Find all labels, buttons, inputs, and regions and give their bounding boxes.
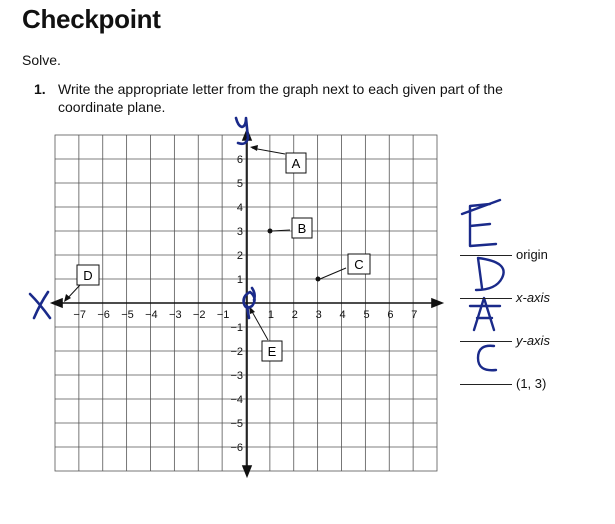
answer-row	[460, 345, 610, 391]
x-tick-label: −4	[145, 309, 158, 321]
x-tick-label: 4	[339, 309, 346, 321]
handwriting-marks	[30, 118, 255, 318]
answer-blank[interactable]	[460, 255, 512, 256]
answer-blank[interactable]	[460, 341, 512, 342]
answer-label: x-axis	[516, 290, 550, 305]
y-tick-labels	[230, 154, 243, 454]
answer-label: origin	[516, 247, 548, 262]
answer-list	[460, 200, 610, 390]
question-number: 1.	[34, 81, 46, 97]
page-title: Checkpoint	[22, 4, 161, 34]
answer-blank[interactable]	[460, 298, 512, 299]
label-A: A	[291, 156, 301, 171]
answer-row	[460, 216, 610, 262]
x-tick-label: 7	[411, 309, 418, 321]
label-B-callout	[268, 218, 313, 238]
y-tick-label: 1	[236, 274, 243, 286]
x-tick-label: −6	[97, 309, 110, 321]
label-D-callout	[64, 265, 99, 302]
y-tick-label: −5	[230, 418, 243, 430]
y-tick-label: 3	[236, 226, 243, 238]
point-C	[316, 277, 321, 282]
instruction-text: Solve.	[22, 52, 61, 68]
x-tick-label: −1	[216, 309, 230, 321]
y-tick-label: −3	[230, 370, 243, 382]
handwritten-y	[236, 118, 248, 144]
x-tick-label: 5	[363, 309, 370, 321]
label-C: C	[354, 257, 364, 272]
y-tick-label: 2	[236, 250, 243, 262]
label-B: B	[297, 221, 307, 236]
x-axis-left-arrow	[52, 299, 62, 307]
y-axis-bottom-arrow	[243, 466, 251, 476]
answer-label: (1, 3)	[516, 376, 547, 391]
y-tick-label: −4	[230, 394, 243, 406]
label-C-callout	[316, 254, 371, 282]
handwritten-x	[30, 292, 50, 318]
x-tick-label: −5	[121, 309, 134, 321]
y-tick-label: 4	[236, 202, 243, 214]
x-tick-labels	[73, 309, 417, 321]
y-tick-label: −6	[230, 442, 243, 454]
x-tick-label: −3	[169, 309, 182, 321]
y-tick-label: 5	[236, 178, 243, 190]
x-tick-label: 1	[267, 309, 274, 321]
label-E-callout	[249, 306, 282, 361]
x-tick-label: 3	[315, 309, 322, 321]
x-tick-label: −2	[192, 309, 206, 321]
answer-label: y-axis	[516, 333, 550, 348]
x-tick-label: 2	[291, 309, 298, 321]
label-D: D	[83, 268, 93, 283]
y-tick-label: −2	[230, 346, 243, 358]
x-axis-right-arrow	[432, 299, 442, 307]
x-tick-label: −7	[73, 309, 86, 321]
x-tick-label: 6	[387, 309, 394, 321]
answer-row	[460, 302, 610, 348]
answer-blank[interactable]	[460, 384, 512, 385]
label-E: E	[267, 344, 277, 359]
question-text: Write the appropriate letter from the graph next to each given part of the coordinate plane.	[58, 81, 503, 115]
y-tick-label: 6	[236, 154, 243, 166]
answer-row	[460, 259, 610, 305]
point-B	[268, 229, 273, 234]
y-tick-label: −1	[230, 322, 243, 334]
